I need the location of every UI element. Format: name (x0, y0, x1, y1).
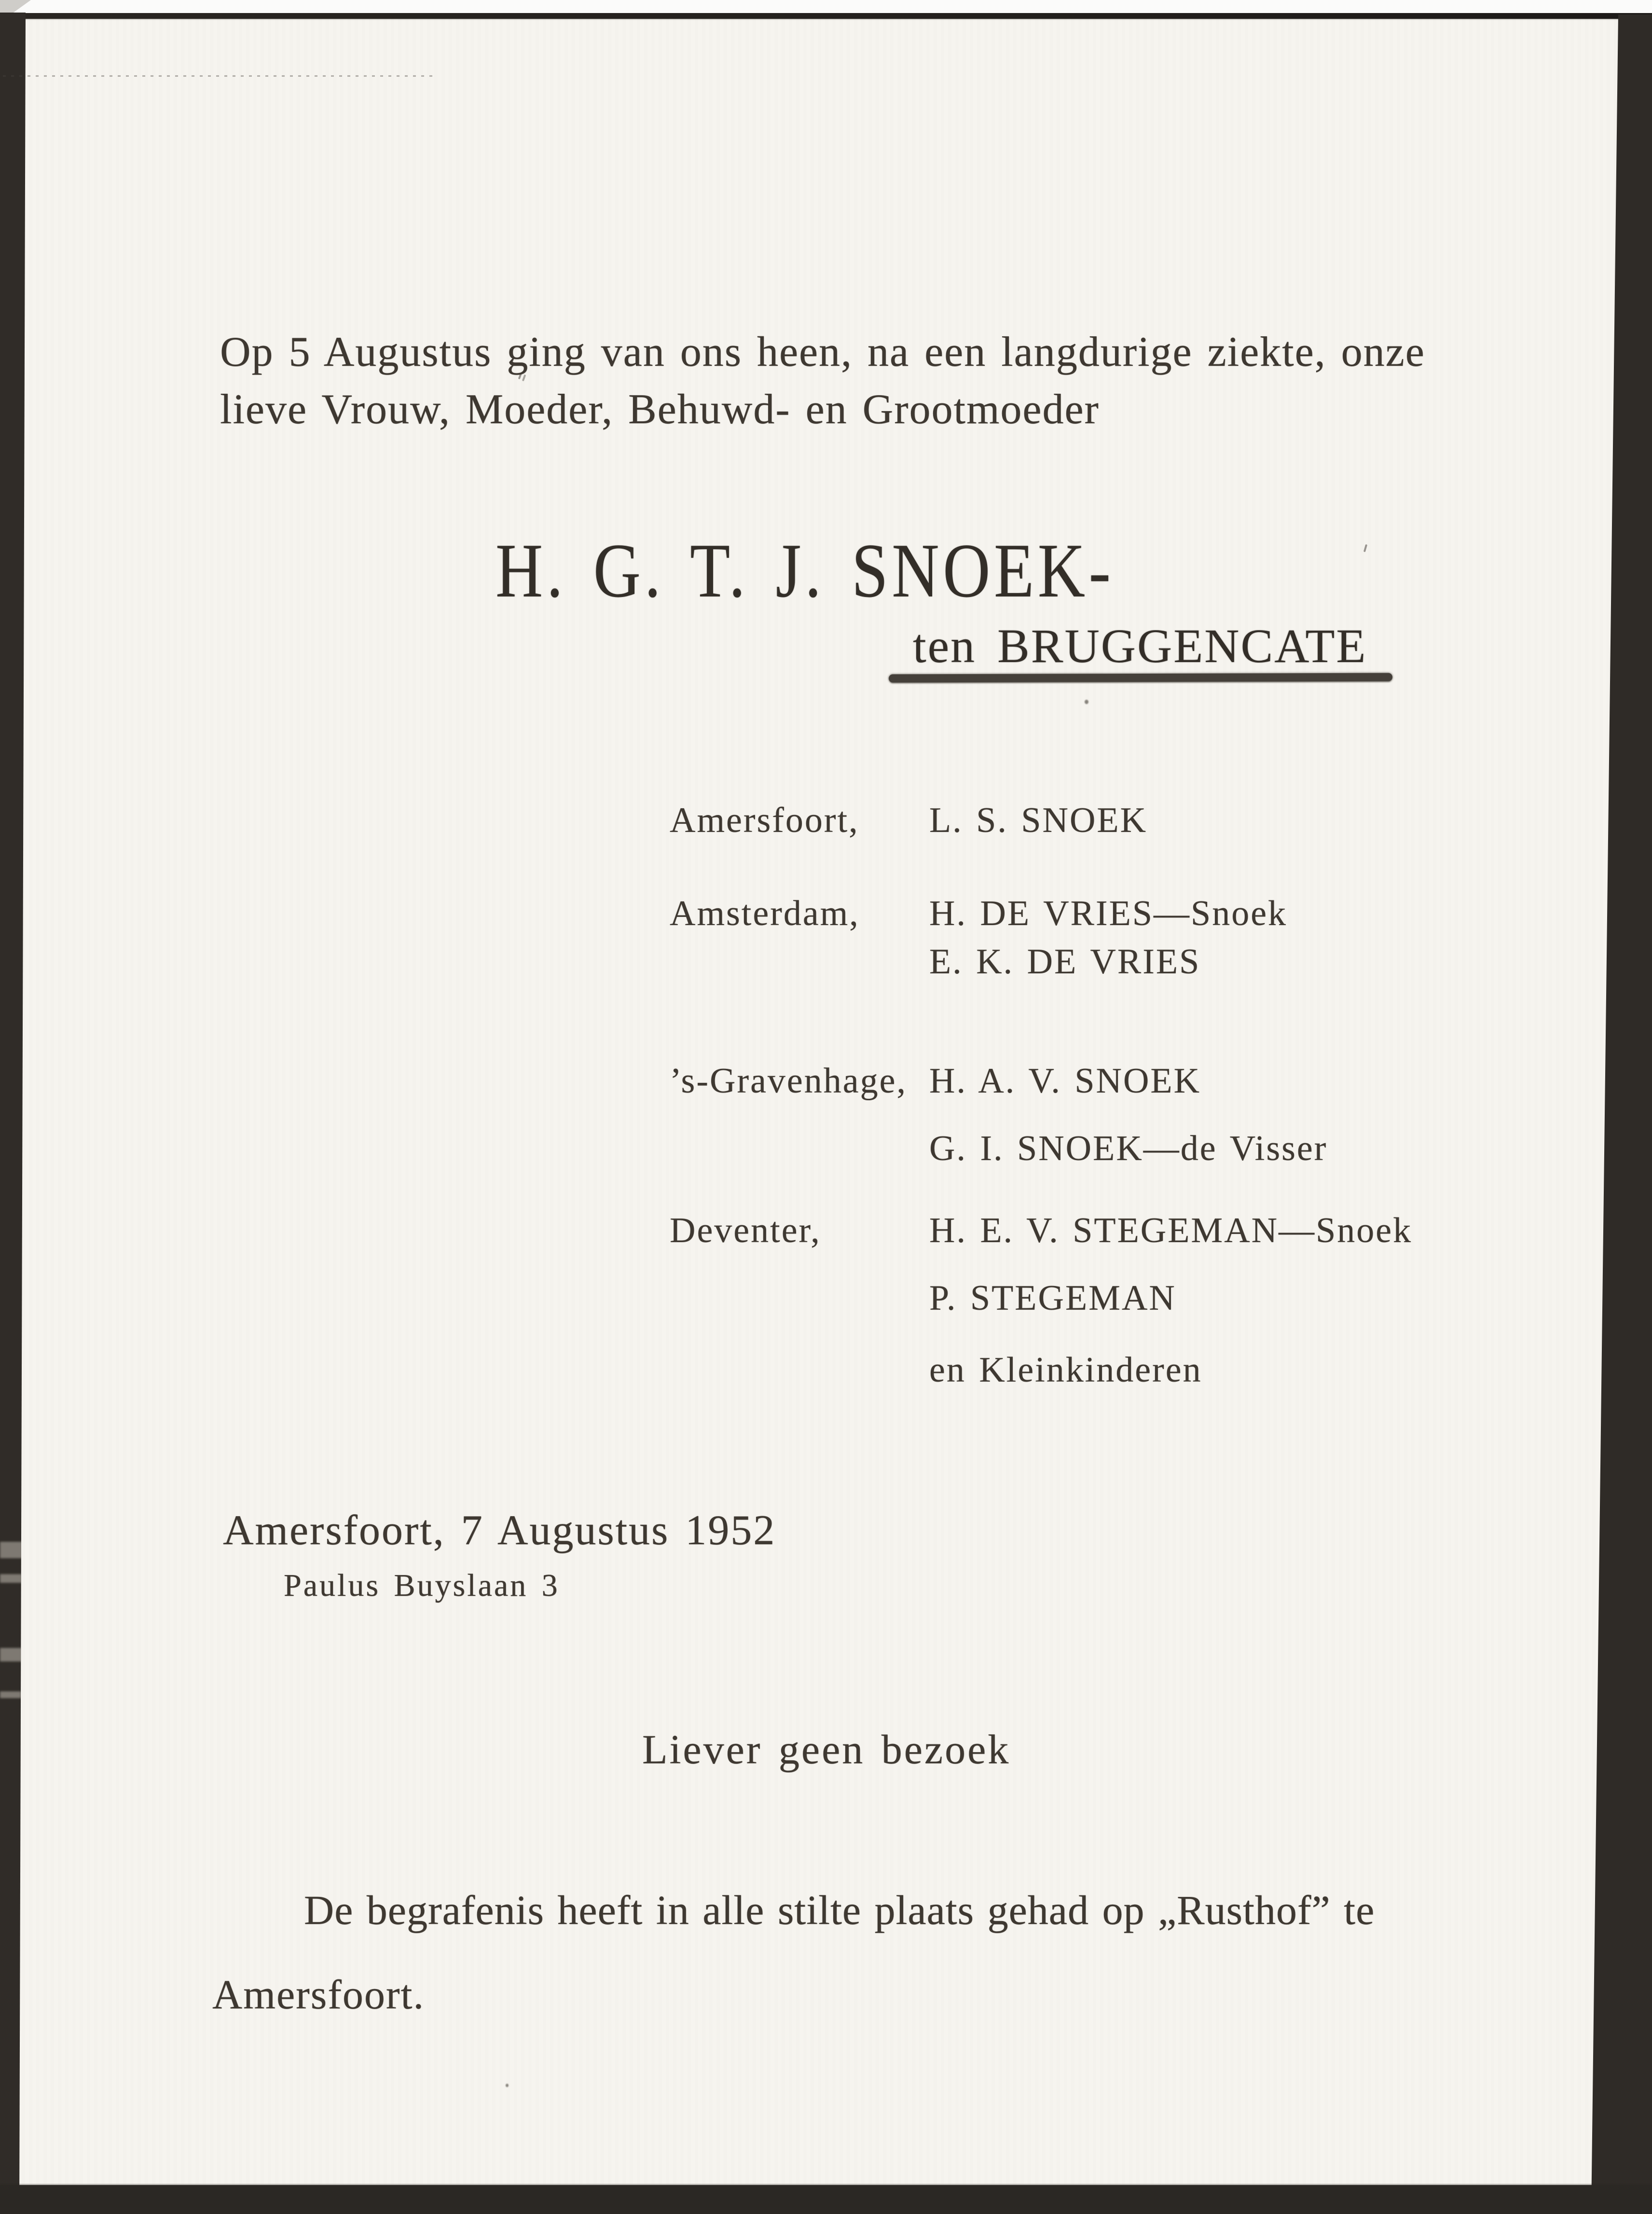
address-line: Paulus Buyslaan 3 (284, 1568, 560, 1603)
scan-edge-top-line (19, 13, 1652, 19)
visit-note: Liever geen bezoek (642, 1726, 1011, 1772)
family-name: G. I. SNOEK—de Visser (929, 1129, 1328, 1168)
scan-streak (0, 1542, 24, 1558)
dateline: Amersfoort, 7 Augustus 1952 (223, 1507, 776, 1554)
family-row (0, 1128, 1652, 1173)
scan-dotted-artifact (3, 75, 432, 77)
scan-streak (0, 1648, 23, 1661)
family-row (0, 941, 1652, 986)
deceased-name-line-1: H. G. T. J. SNOEK- (496, 527, 1115, 613)
scan-border-right (1587, 14, 1652, 2214)
family-row (0, 800, 1652, 844)
family-row (0, 1210, 1652, 1255)
family-city: Deventer, (670, 1211, 821, 1250)
deceased-name-line-2: ten BRUGGENCATE (913, 619, 1367, 673)
scan-border-left (0, 13, 28, 2214)
family-row (0, 893, 1652, 938)
family-city: Amersfoort, (670, 801, 859, 840)
scan-streak (0, 1574, 22, 1583)
family-name: H. DE VRIES—Snoek (929, 894, 1288, 933)
ink-speck (1363, 544, 1367, 552)
family-name: en Kleinkinderen (929, 1350, 1202, 1390)
scan-border-bottom (0, 2185, 1652, 2214)
intro-line-2: lieve Vrouw, Moeder, Behuwd- en Grootmoeder (220, 386, 1100, 433)
family-row (0, 1350, 1652, 1394)
intro-line-1: Op 5 Augustus ging van ons heen, na een langdurige ziekte, onze (220, 329, 1425, 375)
family-name: E. K. DE VRIES (929, 942, 1201, 982)
ink-speck (1085, 700, 1088, 704)
closing-line-1: De begrafenis heeft in alle stilte plaats gehad op „Rusthof” te (304, 1887, 1375, 1933)
closing-line-2: Amersfoort. (212, 1971, 425, 2018)
family-city: Amsterdam, (670, 894, 860, 933)
name-underline-rule (889, 673, 1392, 683)
family-row (0, 1278, 1652, 1322)
ink-speck (506, 2084, 509, 2087)
family-name: H. A. V. SNOEK (929, 1061, 1201, 1101)
family-name: P. STEGEMAN (929, 1278, 1176, 1318)
family-name: L. S. SNOEK (929, 801, 1148, 840)
family-name: H. E. V. STEGEMAN—Snoek (929, 1211, 1413, 1250)
scanner-top-strip (0, 0, 1652, 14)
family-row (0, 1061, 1652, 1105)
scan-streak (0, 1691, 21, 1698)
family-city: ’s-Gravenhage, (670, 1061, 907, 1101)
